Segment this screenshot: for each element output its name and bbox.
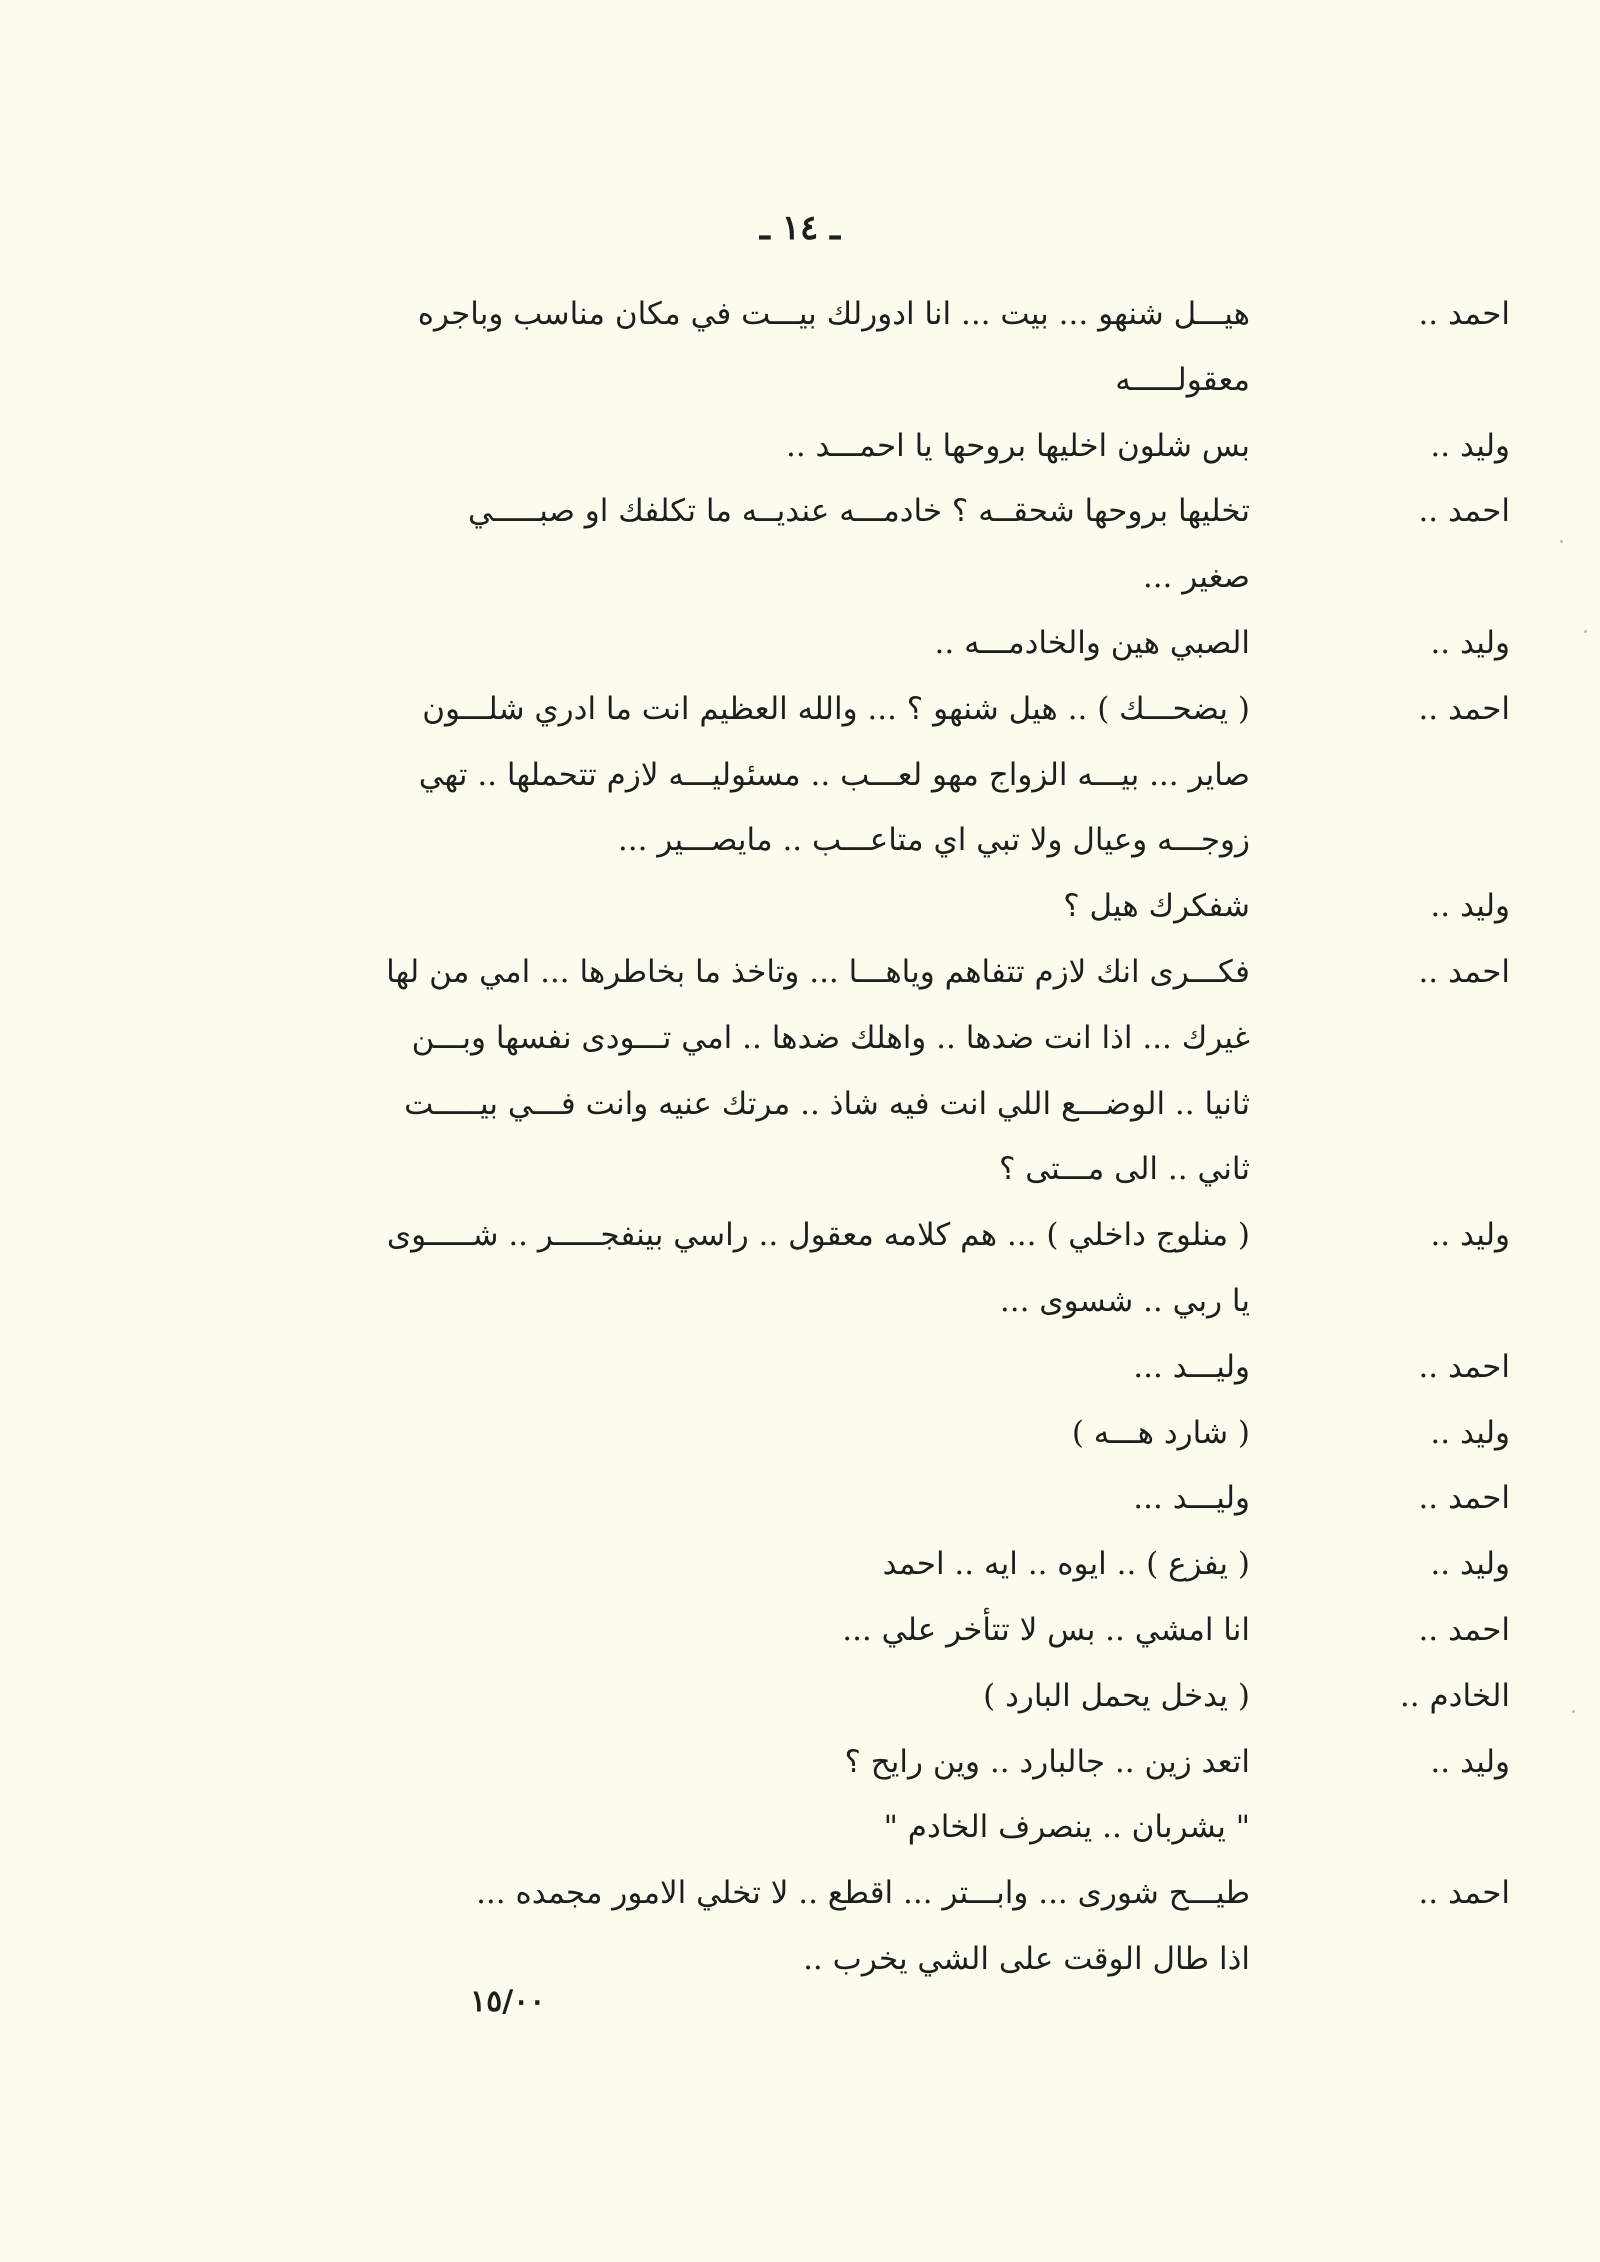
speaker-name: وليد .. [1430,1217,1510,1254]
dialogue-line [200,348,1510,414]
dialogue-line [200,414,1510,480]
speaker-name: احمد .. [1418,1875,1510,1912]
speaker-name: احمد .. [1418,690,1510,727]
speech-text: فكـــرى انك لازم تتفاهم وياهـــا ... وتاخذ ما بخاطرها ... امي من لها [386,953,1250,990]
speech-text: اذا طال الوقت على الشي يخرب .. [803,1940,1250,1977]
dialogue-line [200,1861,1510,1927]
speaker-name: احمد .. [1418,296,1510,332]
speech-text: ثاني .. الى مـــتى ؟ [998,1151,1250,1188]
dialogue-line [200,1532,1510,1598]
dialogue-line [200,1137,1510,1203]
speaker-name: احمد .. [1418,1480,1510,1517]
speech-text: " يشربان .. ينصرف الخادم " [883,1809,1250,1846]
speech-text: ( منلوج داخلي ) ... هم كلامه معقول .. راسي بينفجـــــر .. شـــــوى [386,1217,1250,1254]
speech-text: ثانيا .. الوضـــع اللي انت فيه شاذ .. مرتك عنيه وانت فـــي بيـــــت [404,1085,1250,1122]
speech-text: صاير ... بيـــه الزواج مهو لعـــب .. مسئوليـــه لازم تتحملها .. تهي [418,756,1250,793]
speech-text: بس شلون اخليها بروحها يا احمـــد .. [785,427,1250,464]
dialogue-line [200,282,1510,348]
dialogue-line [200,1072,1510,1138]
dialogue-line [200,1466,1510,1532]
speech-text: صغير ... [1142,559,1250,596]
dialogue-line [200,1335,1510,1401]
speech-text: ( يفزع ) .. ايوه .. ايه .. احمد [882,1546,1250,1583]
dialogue-line [200,1006,1510,1072]
speech-text: ( شارد هـــه ) [1071,1414,1250,1451]
speech-text: اتعد زين .. جالبارد .. وين رايح ؟ [844,1743,1250,1780]
dialogue-line [200,611,1510,677]
speaker-name: وليد .. [1430,624,1510,661]
speaker-name: احمد .. [1418,1611,1510,1648]
scan-speck [1572,1710,1575,1713]
dialogue-line [200,1203,1510,1269]
speech-text: معقولـــــه [1115,361,1250,398]
dialogue-line [200,1598,1510,1664]
speech-text: شفكرك هيل ؟ [1063,888,1250,925]
dialogue-line [200,677,1510,743]
speaker-name: احمد .. [1418,493,1510,530]
speech-text: غيرك ... اذا انت ضدها .. واهلك ضدها .. امي تـــودى نفسها وبـــن [411,1019,1250,1056]
speech-text: الصبي هين والخادمـــه .. [934,624,1250,661]
speech-text: طيـــح شورى ... وابـــتر ... اقطع .. لا تخلي الامور مجمده ... [476,1875,1250,1912]
speaker-name: الخادم .. [1399,1677,1510,1714]
dialogue-line [200,1795,1510,1861]
dialogue-line [200,1401,1510,1467]
dialogue-line [200,940,1510,1006]
speaker-name: وليد .. [1430,1743,1510,1780]
speech-text: يا ربي .. شسوى ... [999,1282,1250,1319]
speech-text: زوجـــه وعيال ولا تبي اي متاعـــب .. مايصـــير ... [617,822,1250,859]
footer-continuation: ١٥/٠٠ [470,1984,546,2019]
speaker-name: وليد .. [1430,427,1510,464]
speaker-name: وليد .. [1430,1414,1510,1451]
speech-text: ( يدخل يحمل البارد ) [983,1677,1250,1714]
dialogue-line [200,545,1510,611]
speaker-name: وليد .. [1430,1546,1510,1583]
speech-text: ( يضحـــك ) .. هيل شنهو ؟ ... والله العظيم انت ما ادري شلـــون [422,690,1250,727]
speech-text: وليـــد ... [1133,1480,1250,1517]
page-number: ـ ١٤ ـ [759,208,841,248]
dialogue-line [200,874,1510,940]
dialogue-line [200,479,1510,545]
scan-speck [1584,630,1587,633]
dialogue-line [200,1730,1510,1796]
dialogue-line [200,808,1510,874]
dialogue-line [200,1927,1510,1993]
scan-speck [1560,540,1563,543]
speaker-name: احمد .. [1418,1348,1510,1385]
speech-text: هيـــل شنهو ... بيت ... انا ادورلك بيـــت في مكان مناسب وباجره [417,296,1250,332]
dialogue-line [200,1269,1510,1335]
dialogue-line [200,1664,1510,1730]
dialogue-line [200,743,1510,809]
speech-text: وليـــد ... [1133,1348,1250,1385]
speech-text: تخليها بروحها شحقــه ؟ خادمـــه عنديــه ما تكلفك او صبـــــي [468,493,1250,530]
script-dialogue [200,282,1510,1993]
speech-text: انا امشي .. بس لا تتأخر علي ... [842,1611,1250,1648]
speaker-name: وليد .. [1430,888,1510,925]
speaker-name: احمد .. [1418,953,1510,990]
